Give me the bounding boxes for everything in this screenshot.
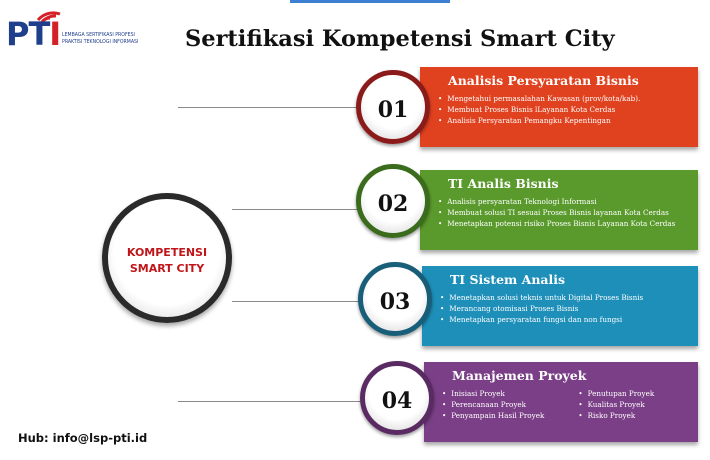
- step-04-list-right: [578, 388, 654, 421]
- list-item: • Inisiasi Proyek: [442, 388, 544, 399]
- step-04-number: 04: [381, 388, 413, 414]
- step-04-banner: [424, 362, 698, 442]
- logo-mark: PTI: [6, 15, 61, 53]
- connector-line-02: [232, 209, 360, 210]
- list-item: • Menetapkan persyaratan fungsi dan non fungsi: [440, 314, 643, 325]
- list-item: • Merancang otomisasi Proses Bisnis: [440, 303, 643, 314]
- step-02-banner: [420, 170, 698, 250]
- step-04-list-left: [442, 388, 544, 421]
- step-03-number-circle: [358, 262, 432, 336]
- step-03-banner: [422, 266, 698, 346]
- step-01-list: [438, 93, 640, 126]
- list-item: • Membuat Proses Bisnis lLayanan Kota Cerdas: [438, 104, 640, 115]
- step-03-list: [440, 292, 643, 325]
- step-03-title: TI Sistem Analis: [450, 272, 566, 287]
- step-02-number: 02: [377, 191, 409, 217]
- step-04-columns: [442, 388, 654, 421]
- connector-line-01: [178, 107, 360, 108]
- list-item: • Risko Proyek: [578, 410, 654, 421]
- list-item: • Penyampain Hasil Proyek: [442, 410, 544, 421]
- connector-line-03: [232, 301, 362, 302]
- step-02-title: TI Analis Bisnis: [448, 176, 559, 191]
- list-item: • Analisis Persyaratan Pemangku Kepentingan: [438, 115, 640, 126]
- step-01-number: 01: [377, 97, 409, 123]
- step-02-number-circle: [356, 164, 430, 238]
- list-item: • Mengetahui permasalahan Kawasan (prov/kota/kab).: [438, 93, 640, 104]
- list-item: • Menetapkan solusi teknis untuk Digital Proses Bisnis: [440, 292, 643, 303]
- page-title: Sertifikasi Kompetensi Smart City: [185, 26, 615, 52]
- step-01-banner: [420, 67, 698, 147]
- list-item: • Membuat solusi TI sesuai Proses Bisnis layanan Kota Cerdas: [438, 207, 675, 218]
- logo-caption-line2: PRAKTISI TEKNOLOGI INFORMASI: [62, 39, 139, 45]
- logo-caption-line1: LEMBAGA SERTIFIKASI PROFESI: [62, 32, 135, 38]
- step-04-title: Manajemen Proyek: [452, 368, 587, 383]
- list-item: • Penutupan Proyek: [578, 388, 654, 399]
- hub-label: KOMPETENSI SMART CITY: [126, 246, 208, 275]
- list-item: • Analisis persyaratan Teknologi Informasi: [438, 196, 675, 207]
- step-01-number-circle: [356, 70, 430, 144]
- contact-footer: Hub: info@lsp-pti.id: [18, 431, 148, 445]
- step-01-title: Analisis Persyaratan Bisnis: [448, 73, 639, 88]
- connector-line-04: [178, 401, 364, 402]
- step-04-number-circle: [360, 361, 434, 435]
- top-accent-bar: [290, 0, 450, 3]
- competency-hub-circle: [102, 193, 232, 323]
- logo-caption: [62, 32, 138, 46]
- step-02-list: [438, 196, 675, 229]
- step-03-number: 03: [379, 289, 411, 315]
- list-item: • Menetapkan potensi risiko Proses Bisnis Layanan Kota Cerdas: [438, 218, 675, 229]
- list-item: • Kualitas Proyek: [578, 399, 654, 410]
- list-item: • Perencanaan Proyek: [442, 399, 544, 410]
- lsp-pti-logo: [6, 8, 146, 58]
